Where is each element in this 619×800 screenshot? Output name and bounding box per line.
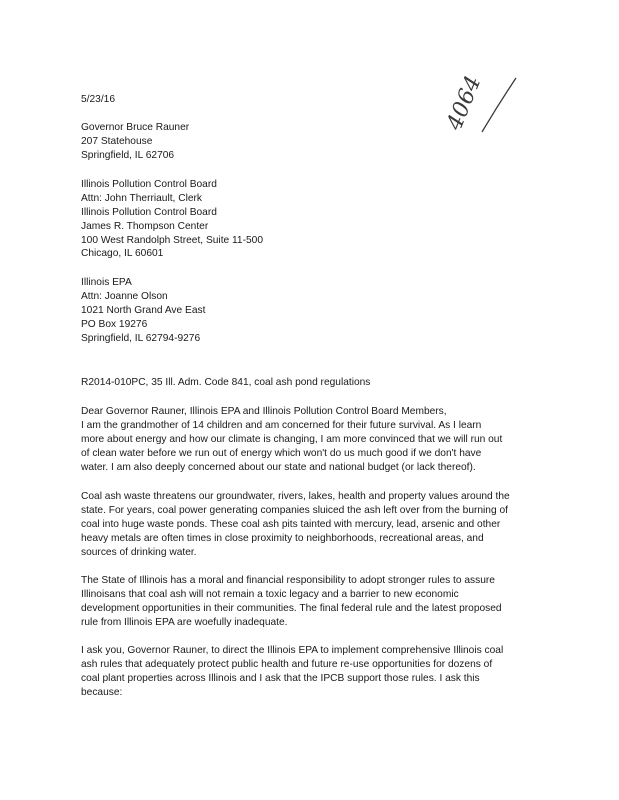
body-line: heavy metals are often times in close proximity to neighborhoods, recreational areas, and [81,532,484,544]
body-line: because: [81,686,123,698]
address-line: Illinois Pollution Control Board [81,179,217,190]
handwritten-stamp [420,60,530,150]
body-line: I ask you, Governor Rauner, to direct the Illinois EPA to implement comprehensive Illinois coal [81,645,504,656]
address-line: 207 Statehouse [81,135,153,147]
letter-date [81,93,115,107]
body-line: Coal ash waste threatens our groundwater, rivers, lakes, health and property values around the [81,491,510,502]
body-line: The State of Illinois has a moral and financial responsibility to adopt stronger rules to assure [81,575,495,586]
body-line: I am the grandmother of 14 children and am concerned for their future survival. As I learn [81,419,482,431]
paragraph-4 [81,644,541,700]
body-line: coal plant properties across Illinois and I ask that the IPCB support those rules. I ask this [81,672,480,684]
address-line: Illinois EPA [81,277,132,288]
address-line: PO Box 19276 [81,318,148,330]
handwritten-stamp-svg [420,60,530,150]
handwritten-slash [482,78,516,132]
address-line: Governor Bruce Rauner [81,122,190,133]
address-epa [81,276,205,345]
address-line: Illinois Pollution Control Board [81,206,217,218]
address-line: Springfield, IL 62794-9276 [81,332,201,344]
address-governor [81,121,189,163]
body-line: rule from Illinois EPA are woefully inadequate. [81,616,288,628]
body-line: state. For years, coal power generating companies sluiced the ash left over from the burning of [81,504,508,516]
address-line: 100 West Randolph Street, Suite 11-500 [81,234,263,246]
subject-line [81,376,370,390]
body-line: ash rules that adequately protect public health and future re-use opportunities for dozens of [81,658,493,670]
paragraph-1 [81,405,541,474]
body-line: coal into huge waste ponds. These coal ash pits tainted with mercury, lead, arsenic and other [81,518,501,530]
body-line: water. I am also deeply concerned about our state and national budget (or lack thereof). [81,461,476,473]
address-line: Springfield, IL 62706 [81,149,175,161]
body-line: development opportunities in their communities. The final federal rule and the latest proposed [81,602,502,614]
address-line: James R. Thompson Center [81,220,209,232]
address-line: Attn: Joanne Olson [81,290,168,302]
handwritten-number: 4064 [442,72,487,134]
address-line: 1021 North Grand Ave East [81,304,206,316]
subject-text: R2014-010PC, 35 Ill. Adm. Code 841, coal ash pond regulations [81,377,371,388]
address-line: Chicago, IL 60601 [81,248,164,260]
body-line: sources of drinking water. [81,546,197,558]
date-text: 5/23/16 [81,94,115,105]
address-board [81,178,263,261]
body-line: of clean water before we run out of energy which won't do us much good if we don't have [81,447,482,459]
body-line: more about energy and how our climate is changing, I am more convinced that we will run out [81,433,503,445]
paragraph-2 [81,490,541,559]
salutation: Dear Governor Rauner, Illinois EPA and Illinois Pollution Control Board Members, [81,406,447,417]
body-line: Illinoisans that coal ash will not remain a toxic legacy and a barrier to new economic [81,588,459,600]
address-line: Attn: John Therriault, Clerk [81,192,202,204]
paragraph-3 [81,574,541,630]
